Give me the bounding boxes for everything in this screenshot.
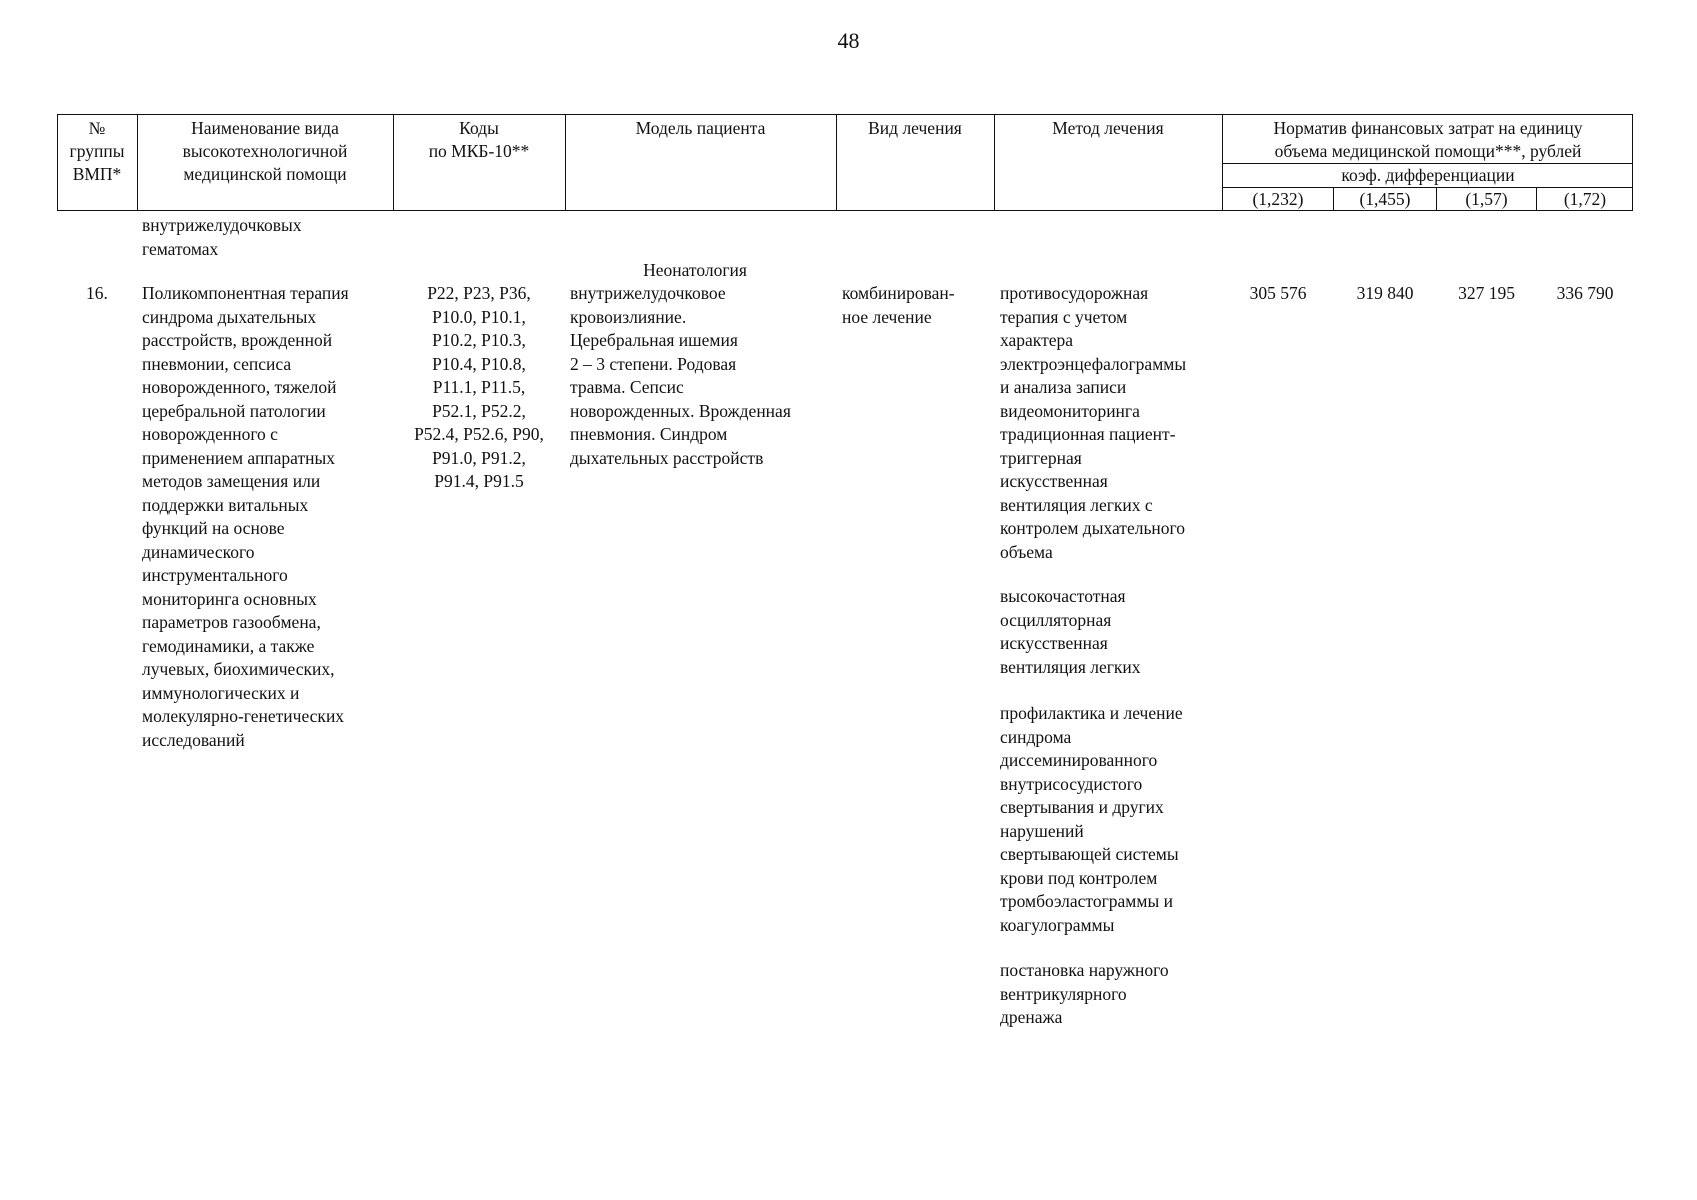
header-patient-model: Модель пациента — [635, 118, 766, 138]
row-norm-4: 336 790 — [1556, 283, 1614, 303]
header-group-number: № группы ВМП* — [69, 118, 125, 184]
row-norm-2: 319 840 — [1356, 283, 1414, 303]
header-coef-label: коэф. дифференциации — [1341, 165, 1515, 185]
row-method-4: постановка наружного вентрикулярного дренажа — [1000, 960, 1169, 1027]
row-method-1: противосудорожная терапия с учетом характера электроэнцефалограммы и анализа записи видеомониторинга традиционная пациент- триггерная искусственная вентиляция легких с контролем дыхательного объема — [1000, 283, 1187, 562]
header-treatment-method: Метод лечения — [1052, 118, 1164, 138]
header-icd-codes: Коды по МКБ-10** — [428, 118, 530, 161]
coefficient-1: (1,232) — [1252, 189, 1304, 209]
header-care-name: Наименование вида высокотехнологичной медицинской помощи — [182, 118, 348, 184]
continuation-text: внутрижелудочковых гематомах — [142, 215, 302, 259]
coefficient-4: (1,72) — [1563, 189, 1607, 209]
row-icd-codes: P22, P23, P36, P10.0, P10.1, P10.2, P10.3, P10.4, P10.8, P11.1, P11.5, P52.1, P52.2, P52.4, P52.6, P90, P91.0, P91.2, P91.4, P91.5 — [414, 283, 544, 491]
coefficient-2: (1,455) — [1359, 189, 1411, 209]
row-divider — [1222, 187, 1633, 188]
row-method-3: профилактика и лечение синдрома диссеминированного внутрисосудистого свертывания и других нарушений свертывающей системы крови под контролем тромбоэластограммы и коагулограммы — [1000, 703, 1183, 935]
row-group-number: 16. — [86, 283, 108, 303]
row-method-2: высокочастотная осцилляторная искусственная вентиляция легких — [1000, 586, 1141, 677]
row-patient-model: внутрижелудочковое кровоизлияние. Церебральная ишемия 2 – 3 степени. Родовая травма. Сепсис новорожденных. Врожденная пневмония. Синдром дыхательных расстройств — [570, 283, 791, 468]
row-treatment-type: комбинирован- ное лечение — [842, 283, 955, 327]
row-norm-1: 305 576 — [1249, 283, 1307, 303]
header-financial-norm: Норматив финансовых затрат на единицу объема медицинской помощи***, рублей — [1273, 118, 1583, 161]
header-treatment-type: Вид лечения — [868, 118, 962, 138]
coefficient-3: (1,57) — [1465, 189, 1508, 209]
row-care-name: Поликомпонентная терапия синдрома дыхательных расстройств, врожденной пневмонии, сепсиса новорожденного, тяжелой церебральной патологии новорожденного с применением аппаратных методов замещения или поддержки витальных функций на основе динамического инструментального мониторинга основных параметров газообмена, гемодинамики, а также лучевых, биохимических, иммунологических и молекулярно-генетических исследований — [142, 283, 349, 750]
page-number: 48 — [837, 28, 860, 53]
row-norm-3: 327 195 — [1458, 283, 1515, 303]
section-title: Неонатология — [643, 260, 747, 280]
